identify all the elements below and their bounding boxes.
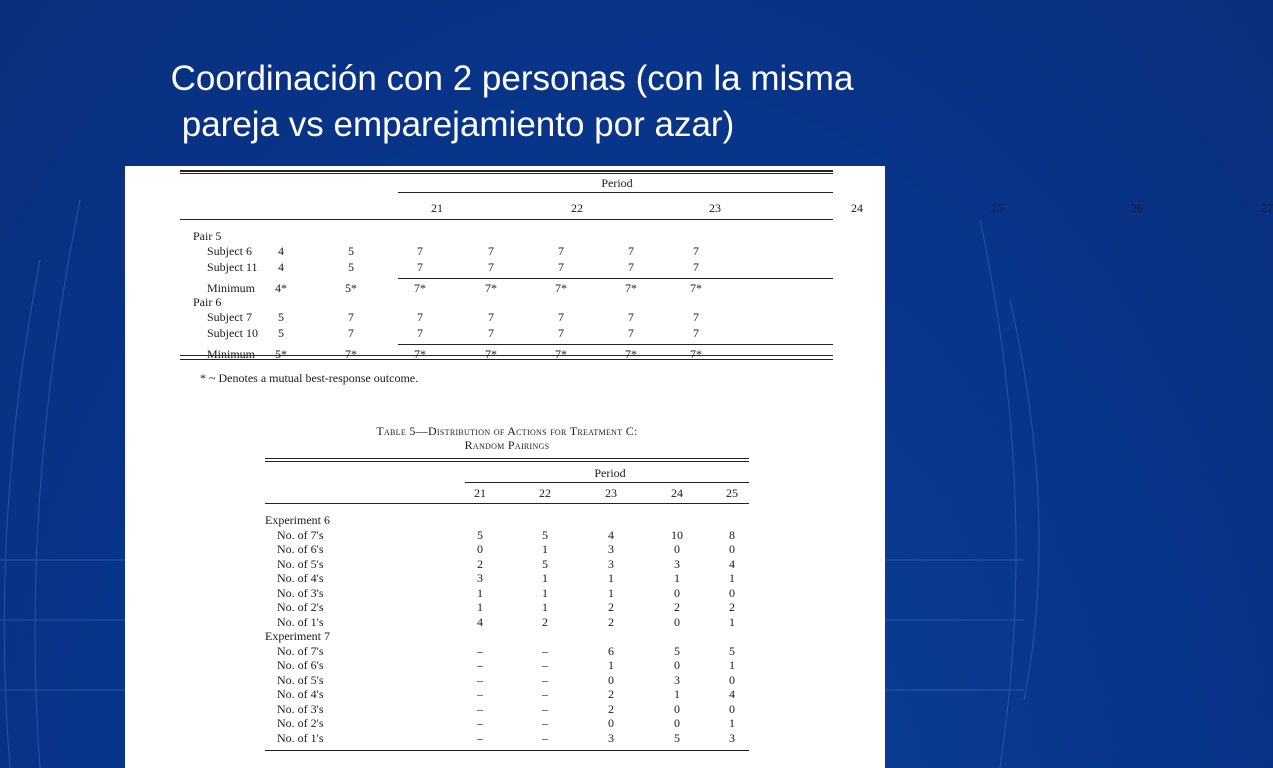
table5-cell: 1	[674, 687, 680, 701]
table5-cell: 1	[729, 614, 735, 629]
table5-cell: 1	[608, 658, 614, 672]
table4-cell: 7	[417, 244, 423, 258]
table5-cell: 0	[729, 585, 735, 600]
table5-cell: 0	[674, 658, 680, 672]
table5-cell: 2	[729, 600, 735, 614]
table5-cell: 3	[608, 542, 614, 556]
table4-minimum-cell: 7*	[690, 347, 702, 361]
table5-cell: 0	[729, 542, 735, 556]
table4-minimum-cell: 7*	[345, 347, 357, 361]
table5-row-label: No. of 1's	[277, 730, 324, 745]
table4-period-25: 25	[991, 201, 1003, 215]
table5-cell: 1	[477, 585, 483, 600]
table4-minimum-cell: 7*	[625, 281, 637, 295]
table5-cell: 5	[477, 527, 483, 542]
table4-minimum-cell: 4*	[275, 281, 287, 295]
table5-cell: 1	[542, 571, 548, 585]
table5-row-label: No. of 4's	[277, 687, 324, 701]
table5-cell: 3	[608, 730, 614, 745]
table5-cell: –	[477, 643, 483, 658]
table5-cell: 3	[674, 672, 680, 687]
table4-minimum-rule	[398, 278, 833, 279]
table5-cell: 1	[674, 571, 680, 585]
table4-period-26: 26	[1131, 201, 1143, 215]
table5-cell: –	[542, 716, 548, 730]
table5-cell: 2	[608, 687, 614, 701]
table5-bottom-rule	[265, 750, 749, 751]
table4-cell: 7	[628, 326, 634, 340]
table5-row-label: No. of 6's	[277, 542, 324, 556]
table5-experiment-label: Experiment 6	[265, 513, 330, 527]
table5-cell: 3	[674, 556, 680, 571]
table5-cell: 8	[729, 527, 735, 542]
table4-top-rule	[180, 170, 833, 172]
table5-cell: 4	[477, 614, 483, 629]
table5-cell: 1	[608, 571, 614, 585]
table5-cell: 0	[729, 701, 735, 716]
table5-row-label: No. of 3's	[277, 701, 324, 716]
table5-period-23: 23	[605, 486, 617, 500]
table4-row-label: Subject 11	[207, 260, 258, 274]
table5-cell: 5	[674, 643, 680, 658]
slide-title-line-1: Coordinación con 2 personas (con la misma	[170, 59, 854, 98]
table5-cell: –	[542, 643, 548, 658]
table5-period-25: 25	[726, 486, 738, 500]
table4-cell: 7	[417, 326, 423, 340]
table4-cell: 7	[693, 326, 699, 340]
table5-row-label: No. of 3's	[277, 585, 324, 600]
table4-minimum-cell: 5*	[345, 281, 357, 295]
table4-cell: 5	[348, 244, 354, 258]
table5-period-header: Period	[594, 466, 626, 480]
table5-row-label: No. of 4's	[277, 571, 324, 585]
table4-minimum-label: Minimum	[207, 347, 256, 361]
table4-period-rule	[398, 192, 833, 193]
table5-cell: 1	[477, 600, 483, 614]
table4-cell: 7	[558, 310, 564, 324]
table4-minimum-cell: 7*	[625, 347, 637, 361]
table5-cell: 5	[542, 556, 548, 571]
table4-cell: 7	[348, 326, 354, 340]
slide-title	[60, 56, 964, 148]
table4-cell: 5	[348, 260, 354, 274]
table5-cell: 2	[542, 614, 548, 629]
table5-caption-line-2: Random Pairings	[464, 438, 550, 452]
table5-cell: 1	[729, 571, 735, 585]
table5-top-rule	[265, 458, 749, 459]
table5-cell: –	[477, 672, 483, 687]
table5-cell: 1	[542, 600, 548, 614]
table5-cell: –	[542, 701, 548, 716]
table4-period-21: 21	[431, 201, 443, 215]
table4-cell: 7	[348, 310, 354, 324]
table5-period-24: 24	[671, 486, 683, 500]
table5-cell: 5	[729, 643, 735, 658]
table4-period-header: Period	[601, 176, 633, 190]
table5-cell: 0	[608, 716, 614, 730]
table5-cell: –	[477, 730, 483, 745]
scanned-paper-excerpt	[125, 166, 1273, 768]
table5-cell: –	[477, 687, 483, 701]
table5-row-label: No. of 7's	[277, 643, 324, 658]
table5-cell: 6	[608, 643, 614, 658]
table5-row-label: No. of 2's	[277, 716, 324, 730]
table5-cell: 1	[542, 585, 548, 600]
table4-cell: 5	[278, 310, 284, 324]
table5-cell: 2	[477, 556, 483, 571]
table4-cell: 5	[278, 326, 284, 340]
table4-header-rule	[180, 219, 833, 220]
table5-cell: 4	[608, 527, 614, 542]
table5-cell: 4	[729, 556, 735, 571]
table5-cell: 1	[608, 585, 614, 600]
table4-minimum-cell: 7*	[555, 347, 567, 361]
table5-cell: 3	[729, 730, 735, 745]
table5-cell: 2	[674, 600, 680, 614]
table5-row-label: No. of 7's	[277, 527, 324, 542]
table4-row-label: Subject 10	[207, 326, 258, 340]
table4-cell: 7	[488, 310, 494, 324]
table5-cell: 1	[542, 542, 548, 556]
table5-cell: 5	[542, 527, 548, 542]
table5-cell: –	[542, 730, 548, 745]
table4-minimum-cell: 5*	[275, 347, 287, 361]
table5-cell: 2	[608, 614, 614, 629]
table4-cell: 7	[417, 310, 423, 324]
table4-cell: 7	[693, 310, 699, 324]
table5-cell: –	[542, 672, 548, 687]
table5-top-rule-2	[265, 461, 749, 462]
table5-cell: 0	[674, 614, 680, 629]
table4-pair-label: Pair 5	[193, 229, 222, 243]
table4-pair-label: Pair 6	[193, 295, 222, 309]
slide-title-line-2: pareja vs emparejamiento por azar)	[181, 105, 735, 144]
table4-row-label: Subject 6	[207, 244, 252, 258]
table4-footnote: * ~ Denotes a mutual best-response outcome.	[200, 371, 419, 385]
table4-minimum-cell: 7*	[485, 347, 497, 361]
table5-cell: 1	[729, 658, 735, 672]
table4-period-24: 24	[851, 201, 863, 215]
table5-cell: 0	[674, 585, 680, 600]
table4-minimum-cell: 7*	[414, 281, 426, 295]
table5-cell: –	[477, 716, 483, 730]
table4-period-22: 22	[571, 201, 583, 215]
table4-cell: 4	[278, 260, 284, 274]
table4-period-23: 23	[709, 201, 721, 215]
table5-row-label: No. of 5's	[277, 672, 324, 687]
table5-cell: 5	[674, 730, 680, 745]
table4-cell: 7	[693, 244, 699, 258]
table4-cell: 7	[558, 326, 564, 340]
table4-minimum-cell: 7*	[485, 281, 497, 295]
table4-minimum-label: Minimum	[207, 281, 256, 295]
table5-period-rule	[465, 482, 749, 483]
table4-bottom-rule	[180, 355, 833, 356]
table4-cell: 7	[693, 260, 699, 274]
table5-cell: 0	[674, 701, 680, 716]
table4-cell: 7	[628, 244, 634, 258]
table4-row-label: Subject 7	[207, 310, 252, 324]
table5-caption-line-1: Table 5—Distribution of Actions for Treatment C:	[376, 424, 638, 438]
table4-cell: 7	[488, 260, 494, 274]
table5-cell: 0	[608, 672, 614, 687]
table5-cell: 4	[729, 687, 735, 701]
table4-cell: 7	[558, 244, 564, 258]
table5-cell: –	[477, 658, 483, 672]
table4-cell: 7	[628, 310, 634, 324]
table5-row-label: No. of 1's	[277, 614, 324, 629]
table5-period-22: 22	[539, 486, 551, 500]
table5-cell: 0	[477, 542, 483, 556]
table5-header-rule	[265, 503, 749, 504]
table5-cell: 2	[608, 701, 614, 716]
table4-period-27: 27	[1261, 201, 1273, 215]
table5-cell: –	[477, 701, 483, 716]
table5-row-label: No. of 6's	[277, 658, 324, 672]
table4-minimum-cell: 7*	[414, 347, 426, 361]
table4-minimum-cell: 7*	[690, 281, 702, 295]
table4-minimum-rule	[398, 344, 833, 345]
table5-cell: 10	[671, 527, 683, 542]
table5-cell: 3	[477, 571, 483, 585]
table5-cell: –	[542, 687, 548, 701]
table4-cell: 7	[417, 260, 423, 274]
table4-cell: 7	[628, 260, 634, 274]
table5-cell: 0	[729, 672, 735, 687]
table5-period-21: 21	[474, 486, 486, 500]
table4-top-rule-inner	[180, 173, 833, 174]
table5-cell: 1	[729, 716, 735, 730]
table5-cell: 0	[674, 542, 680, 556]
table5-cell: 2	[608, 600, 614, 614]
table4-cell: 7	[558, 260, 564, 274]
table4-minimum-cell: 7*	[555, 281, 567, 295]
table5-row-label: No. of 5's	[277, 556, 324, 571]
table5-experiment-label: Experiment 7	[265, 629, 330, 643]
table4-cell: 7	[488, 326, 494, 340]
table4-bottom-rule-2	[180, 359, 833, 360]
table5-cell: 0	[674, 716, 680, 730]
table5-row-label: No. of 2's	[277, 600, 324, 614]
table4-cell: 4	[278, 244, 284, 258]
table5-cell: –	[542, 658, 548, 672]
table5-cell: 3	[608, 556, 614, 571]
table4-cell: 7	[488, 244, 494, 258]
